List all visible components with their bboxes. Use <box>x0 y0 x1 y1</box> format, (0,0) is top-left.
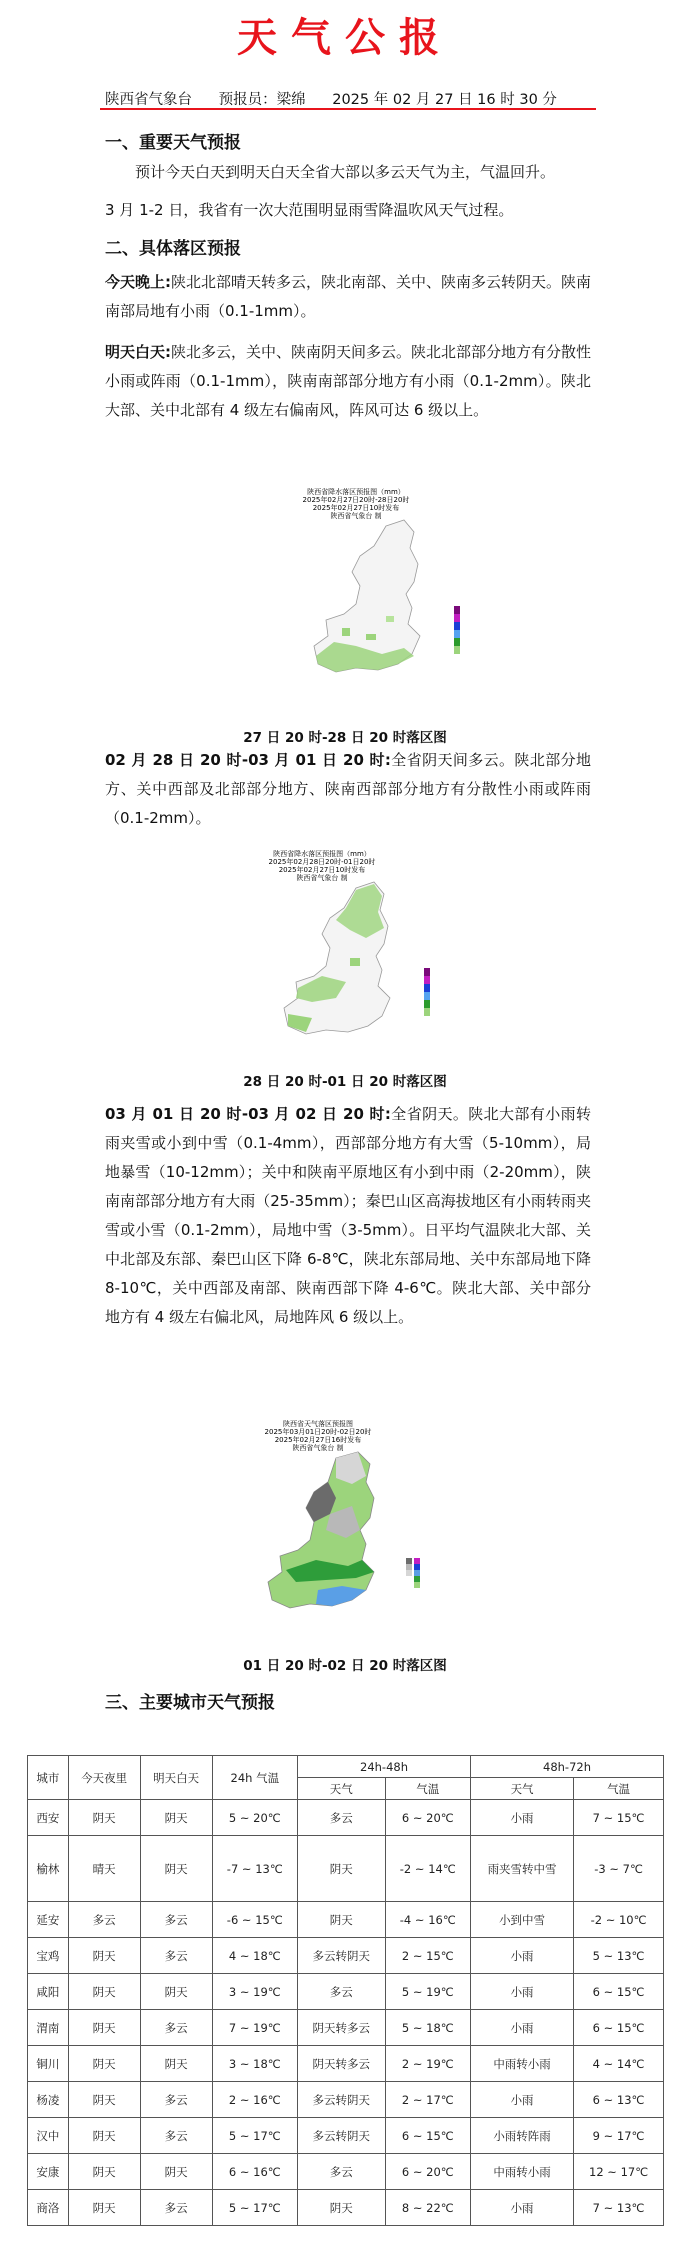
map1-legend <box>454 606 460 654</box>
map2-period: 2025年02月28日20时-01日20时 <box>268 858 376 866</box>
period3-label: 03 月 01 日 20 时-03 月 02 日 20 时: <box>105 1105 391 1123</box>
tonight-cell: 阴天 <box>68 2190 140 2226</box>
tonight-cell: 阴天 <box>68 2118 140 2154</box>
temp24-cell: 5 ~ 20℃ <box>212 1800 297 1836</box>
precip-map-2 <box>256 848 456 1066</box>
city-cell: 汉中 <box>28 2118 69 2154</box>
city-cell: 咸阳 <box>28 1974 69 2010</box>
weather48-cell: 阴天 <box>298 1902 386 1938</box>
temp48-cell: 2 ~ 15℃ <box>385 1938 470 1974</box>
city-cell: 宝鸡 <box>28 1938 69 1974</box>
temp48-cell: -4 ~ 16℃ <box>385 1902 470 1938</box>
header-divider <box>100 108 596 110</box>
table-row <box>28 2190 664 2226</box>
temp24-cell: 7 ~ 19℃ <box>212 2010 297 2046</box>
weather-map-3 <box>256 1418 466 1650</box>
temp48-cell: 6 ~ 20℃ <box>385 1800 470 1836</box>
period3-text: 全省阴天。陕北大部有小雨转雨夹雪或小到中雪（0.1-4mm），西部部分地方有大雪（5-10mm），局地暴雪（10-12mm）；关中和陕南平原地区有小到中雨（2-20mm），陕南南部部分地方有大雨（25-35mm）；秦巴山区高海拔地区有小雨转雨夹雪或小雪（0.1-2mm），局地中雪（3-5mm）。日平均气温陕北大部、关中北部及东部、秦巴山区下降 6-8℃，陕北东部局地、关中东部局地下降 8-10℃，关中西部及南部、陕南西部下降 4-6℃。陕北大部、关中部分地方有 4 级左右偏北风，局地阵风 6 级以上。 <box>105 1105 591 1326</box>
table-row <box>28 2118 664 2154</box>
section-city-forecast-heading: 三、主要城市天气预报 <box>105 1693 275 1713</box>
table-row <box>28 1836 664 1902</box>
col-temp-72h: 气温 <box>574 1778 664 1800</box>
tonight-cell: 阴天 <box>68 1800 140 1836</box>
weather48-cell: 多云 <box>298 1800 386 1836</box>
temp24-cell: -7 ~ 13℃ <box>212 1836 297 1902</box>
map3-period: 2025年03月01日20时-02日20时 <box>264 1428 372 1436</box>
temp24-cell: 4 ~ 18℃ <box>212 1938 297 1974</box>
temp48-cell: 8 ~ 22℃ <box>385 2190 470 2226</box>
weather48-cell: 阴天 <box>298 2190 386 2226</box>
weather72-cell: 小雨 <box>471 1974 574 2010</box>
temp72-cell: 7 ~ 13℃ <box>574 2190 664 2226</box>
temp24-cell: 6 ~ 16℃ <box>212 2154 297 2190</box>
weather48-cell: 阴天转多云 <box>298 2010 386 2046</box>
day-cell: 多云 <box>140 2010 212 2046</box>
table-row <box>28 1974 664 2010</box>
day-cell: 多云 <box>140 2190 212 2226</box>
col-tonight: 今天夜里 <box>68 1756 140 1800</box>
map3-maker: 陕西省气象台 制 <box>292 1444 344 1452</box>
weather48-cell: 多云 <box>298 1974 386 2010</box>
map3-caption: 01 日 20 时-02 日 20 时落区图 <box>243 1658 447 1674</box>
city-cell: 杨凌 <box>28 2082 69 2118</box>
temp24-cell: 2 ~ 16℃ <box>212 2082 297 2118</box>
col-temp24: 24h 气温 <box>212 1756 297 1800</box>
col-weather-72h: 天气 <box>471 1778 574 1800</box>
temp24-cell: -6 ~ 15℃ <box>212 1902 297 1938</box>
tonight-cell: 多云 <box>68 1902 140 1938</box>
table-row <box>28 1902 664 1938</box>
city-cell: 延安 <box>28 1902 69 1938</box>
weather72-cell: 中雨转小雨 <box>471 2154 574 2190</box>
temp72-cell: 6 ~ 13℃ <box>574 2082 664 2118</box>
col-tomorrow: 明天白天 <box>140 1756 212 1800</box>
temp48-cell: 6 ~ 20℃ <box>385 2154 470 2190</box>
map2-caption: 28 日 20 时-01 日 20 时落区图 <box>243 1074 447 1090</box>
city-forecast-table <box>27 1755 664 2226</box>
weather72-cell: 小雨 <box>471 1938 574 1974</box>
map3-title: 陕西省天气落区预报图 <box>283 1420 353 1428</box>
temp72-cell: -2 ~ 10℃ <box>574 1902 664 1938</box>
day-cell: 阴天 <box>140 2046 212 2082</box>
temp48-cell: -2 ~ 14℃ <box>385 1836 470 1902</box>
col-group-72h: 48h-72h <box>471 1756 664 1778</box>
precip-map-1 <box>286 486 486 712</box>
city-cell: 安康 <box>28 2154 69 2190</box>
section-important-weather-heading: 一、重要天气预报 <box>105 133 241 153</box>
temp72-cell: 7 ~ 15℃ <box>574 1800 664 1836</box>
important-weather-paragraph-2: 3 月 1-2 日，我省有一次大范围明显雨雪降温吹风天气过程。 <box>105 201 514 219</box>
city-cell: 铜川 <box>28 2046 69 2082</box>
tonight-text: 陕北北部晴天转多云，陕北南部、关中、陕南多云转阴天。陕南南部局地有小雨（0.1-1mm）。 <box>105 273 592 320</box>
temp48-cell: 6 ~ 15℃ <box>385 2118 470 2154</box>
tonight-cell: 晴天 <box>68 1836 140 1902</box>
temp72-cell: 6 ~ 15℃ <box>574 2010 664 2046</box>
temp72-cell: 4 ~ 14℃ <box>574 2046 664 2082</box>
table-header-row <box>28 1756 664 1778</box>
day-cell: 多云 <box>140 2118 212 2154</box>
col-weather-48h: 天气 <box>298 1778 386 1800</box>
tonight-cell: 阴天 <box>68 1938 140 1974</box>
city-cell: 榆林 <box>28 1836 69 1902</box>
table-row <box>28 2010 664 2046</box>
temp72-cell: 12 ~ 17℃ <box>574 2154 664 2190</box>
table-row <box>28 1938 664 1974</box>
col-city: 城市 <box>28 1756 69 1800</box>
map1-title: 陕西省降水落区预报图（mm） <box>307 488 405 496</box>
temp48-cell: 5 ~ 18℃ <box>385 2010 470 2046</box>
day-cell: 阴天 <box>140 2154 212 2190</box>
weather72-cell: 雨夹雪转中雪 <box>471 1836 574 1902</box>
temp72-cell: -3 ~ 7℃ <box>574 1836 664 1902</box>
day-cell: 多云 <box>140 1938 212 1974</box>
temp72-cell: 5 ~ 13℃ <box>574 1938 664 1974</box>
weather72-cell: 小雨转阵雨 <box>471 2118 574 2154</box>
weather48-cell: 多云转阴天 <box>298 1938 386 1974</box>
temp72-cell: 9 ~ 17℃ <box>574 2118 664 2154</box>
tomorrow-label: 明天白天: <box>105 343 171 361</box>
temp48-cell: 2 ~ 17℃ <box>385 2082 470 2118</box>
map2-maker: 陕西省气象台 制 <box>296 874 348 882</box>
map2-issued: 2025年02月27日10时发布 <box>278 866 366 874</box>
table-row <box>28 2046 664 2082</box>
period2-label: 02 月 28 日 20 时-03 月 01 日 20 时: <box>105 751 391 769</box>
temp24-cell: 5 ~ 17℃ <box>212 2118 297 2154</box>
map2-title: 陕西省降水落区预报图（mm） <box>273 850 371 858</box>
issue-time: 2025 年 02 月 27 日 16 时 30 分 <box>332 92 557 108</box>
weather48-cell: 多云 <box>298 2154 386 2190</box>
report-header <box>105 88 591 109</box>
map1-maker: 陕西省气象台 制 <box>330 512 382 520</box>
weather48-cell: 阴天 <box>298 1836 386 1902</box>
tomorrow-forecast <box>105 338 591 425</box>
tonight-cell: 阴天 <box>68 1974 140 2010</box>
col-group-48h: 24h-48h <box>298 1756 471 1778</box>
day-cell: 阴天 <box>140 1836 212 1902</box>
day-cell: 多云 <box>140 2082 212 2118</box>
temp24-cell: 3 ~ 18℃ <box>212 2046 297 2082</box>
day-cell: 阴天 <box>140 1974 212 2010</box>
tonight-cell: 阴天 <box>68 2082 140 2118</box>
temp48-cell: 5 ~ 19℃ <box>385 1974 470 2010</box>
col-temp-48h: 气温 <box>385 1778 470 1800</box>
table-row <box>28 1800 664 1836</box>
period3-forecast <box>105 1100 591 1332</box>
map2-legend <box>424 968 430 1016</box>
tonight-label: 今天晚上: <box>105 273 171 291</box>
weather72-cell: 中雨转小雨 <box>471 2046 574 2082</box>
table-row <box>28 2082 664 2118</box>
weather48-cell: 多云转阴天 <box>298 2082 386 2118</box>
city-cell: 渭南 <box>28 2010 69 2046</box>
report-title: 天气公报 <box>237 14 453 61</box>
important-weather-paragraph-1: 预计今天白天到明天白天全省大部以多云天气为主，气温回升。 <box>135 163 556 181</box>
issuing-office: 陕西省气象台 <box>105 92 192 108</box>
weather72-cell: 小到中雪 <box>471 1902 574 1938</box>
day-cell: 阴天 <box>140 1800 212 1836</box>
section-area-forecast-heading: 二、具体落区预报 <box>105 239 241 259</box>
tonight-cell: 阴天 <box>68 2046 140 2082</box>
temp72-cell: 6 ~ 15℃ <box>574 1974 664 2010</box>
map1-caption: 27 日 20 时-28 日 20 时落区图 <box>243 730 447 746</box>
forecaster-name: 预报员：梁绵 <box>218 92 306 108</box>
map1-issued: 2025年02月27日10时发布 <box>312 504 400 512</box>
city-cell: 西安 <box>28 1800 69 1836</box>
map1-period: 2025年02月27日20时-28日20时 <box>302 496 410 504</box>
weather72-cell: 小雨 <box>471 2190 574 2226</box>
weather72-cell: 小雨 <box>471 2082 574 2118</box>
tonight-cell: 阴天 <box>68 2154 140 2190</box>
map3-issued: 2025年02月27日16时发布 <box>274 1436 362 1444</box>
temp24-cell: 5 ~ 17℃ <box>212 2190 297 2226</box>
table-row <box>28 2154 664 2190</box>
city-cell: 商洛 <box>28 2190 69 2226</box>
tomorrow-text: 陕北多云，关中、陕南阴天间多云。陕北北部部分地方有分散性小雨或阵雨（0.1-1mm），陕南南部部分地方有小雨（0.1-2mm）。陕北大部、关中北部有 4 级左右偏南风，阵风可达 6 级以上。 <box>105 343 592 419</box>
period2-forecast <box>105 746 591 833</box>
temp48-cell: 2 ~ 19℃ <box>385 2046 470 2082</box>
map3-legend <box>406 1558 420 1588</box>
tonight-cell: 阴天 <box>68 2010 140 2046</box>
weather48-cell: 阴天转多云 <box>298 2046 386 2082</box>
period2-text: 全省阴天间多云。陕北部分地方、关中西部及北部部分地方、陕南西部部分地方有分散性小雨或阵雨（0.1-2mm）。 <box>105 751 591 827</box>
weather72-cell: 小雨 <box>471 2010 574 2046</box>
tonight-forecast <box>105 268 591 326</box>
temp24-cell: 3 ~ 19℃ <box>212 1974 297 2010</box>
day-cell: 多云 <box>140 1902 212 1938</box>
weather48-cell: 多云转阴天 <box>298 2118 386 2154</box>
weather72-cell: 小雨 <box>471 1800 574 1836</box>
